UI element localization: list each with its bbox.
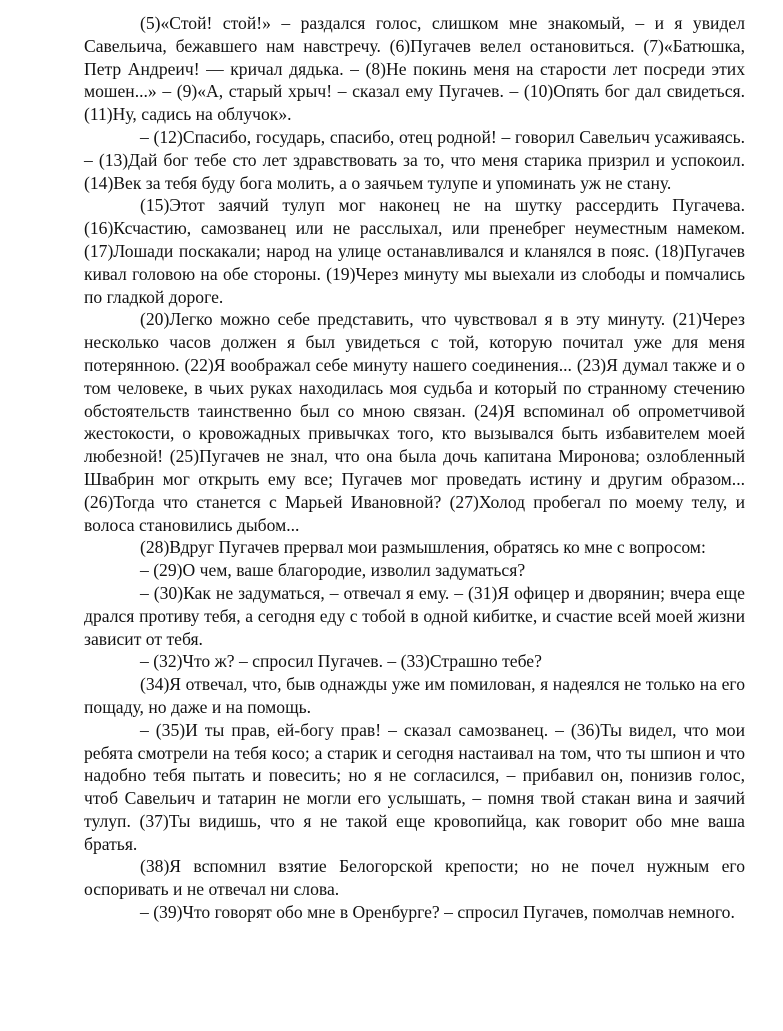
paragraph-3: (15)Этот заячий тулуп мог наконец не на шутку рассердить Пугачева. (16)Ксчастию, самозванец или не расслыхал, или пренебрег неуместным намеком. (17)Лошади поскакали; народ на улице останавливался и кланялся в пояс. (18)Пугачев кивал головою на обе стороны. (19)Через минуту мы выехали из слободы и помчались по гладкой дороге. bbox=[84, 195, 745, 307]
paragraph-12: – (39)Что говорят обо мне в Оренбурге? – спросил Пугачев, помолчав немного. bbox=[140, 902, 735, 923]
paragraph-10: – (35)И ты прав, ей-богу прав! – сказал самозванец. – (36)Ты видел, что мои ребята смотрели на тебя косо; а старик и сегодня настаивал на том, что ты шпион и что надобно тебя пытать и повесить; но я не согласился, – прибавил он, понизив голос, чтоб Савельич и татарин не могли его услышать, – помня твой стакан вина и заячий тулуп. (37)Ты видишь, что я не такой еще кровопийца, как говорит обо мне ваша братья. bbox=[84, 719, 745, 854]
paragraph-11: (38)Я вспомнил взятие Белогорской крепости; но не почел нужным его оспоривать и не отвечал ни слова. bbox=[84, 856, 745, 900]
paragraph-1: (5)«Стой! стой!» – раздался голос, слишком мне знакомый, – и я увидел Савельича, бежавшего нам навстречу. (6)Пугачев велел остановиться. (7)«Батюшка, Петр Андреич! — кричал дядька. – (8)Не покинь меня на старости лет посреди этих мошен...» – (9)«А, старый хрыч! – сказал ему Пугачев. – (10)Опять бог дал свидеться. (11)Ну, садись на облучок». bbox=[84, 13, 745, 125]
paragraph-4: (20)Легко можно себе представить, что чувствовал я в эту минуту. (21)Через несколько часов должен я был увидеться с той, которую почитал уже для меня потерянною. (22)Я воображал себе минуту нашего соединения... (23)Я думал также и о том человеке, в чьих руках находилась моя судьба и который по странному стечению обстоятельств таинственно был со мною связан. (24)Я вспоминал об опрометчивой жестокости, о кровожадных привычках того, кто вызывался быть избавителем моей любезной! (25)Пугачев не знал, что она была дочь капитана Миронова; озлобленный Швабрин мог открыть ему все; Пугачев мог проведать истину и другим образом... (26)Тогда что станется с Марьей Ивановной? (27)Холод пробегал по моему телу, и волоса становились дыбом... bbox=[84, 309, 745, 535]
paragraph-7: – (30)Как не задуматься, – отвечал я ему. – (31)Я офицер и дворянин; вчера еще дрался противу тебя, а сегодня еду с тобой в одной кибитке, и счастие всей моей жизни зависит от тебя. bbox=[84, 582, 745, 649]
paragraph-5: (28)Вдруг Пугачев прервал мои размышления, обратясь ко мне с вопросом: bbox=[140, 537, 706, 558]
paragraph-6: – (29)О чем, ваше благородие, изволил задуматься? bbox=[140, 560, 526, 581]
paragraph-9: (34)Я отвечал, что, быв однажды уже им помилован, я надеялся не только на его пощаду, но даже и на помощь. bbox=[84, 674, 745, 717]
paragraph-2: – (12)Спасибо, государь, спасибо, отец родной! – говорил Савельич усаживаясь. – (13)Дай бог тебе сто лет здравствовать за то, что меня старика призрил и успокоил. (14)Век за тебя буду бога молить, а о заячьем тулупе и упоминать уж не стану. bbox=[84, 126, 745, 193]
paragraph-8: – (32)Что ж? – спросил Пугачев. – (33)Страшно тебе? bbox=[140, 651, 542, 672]
